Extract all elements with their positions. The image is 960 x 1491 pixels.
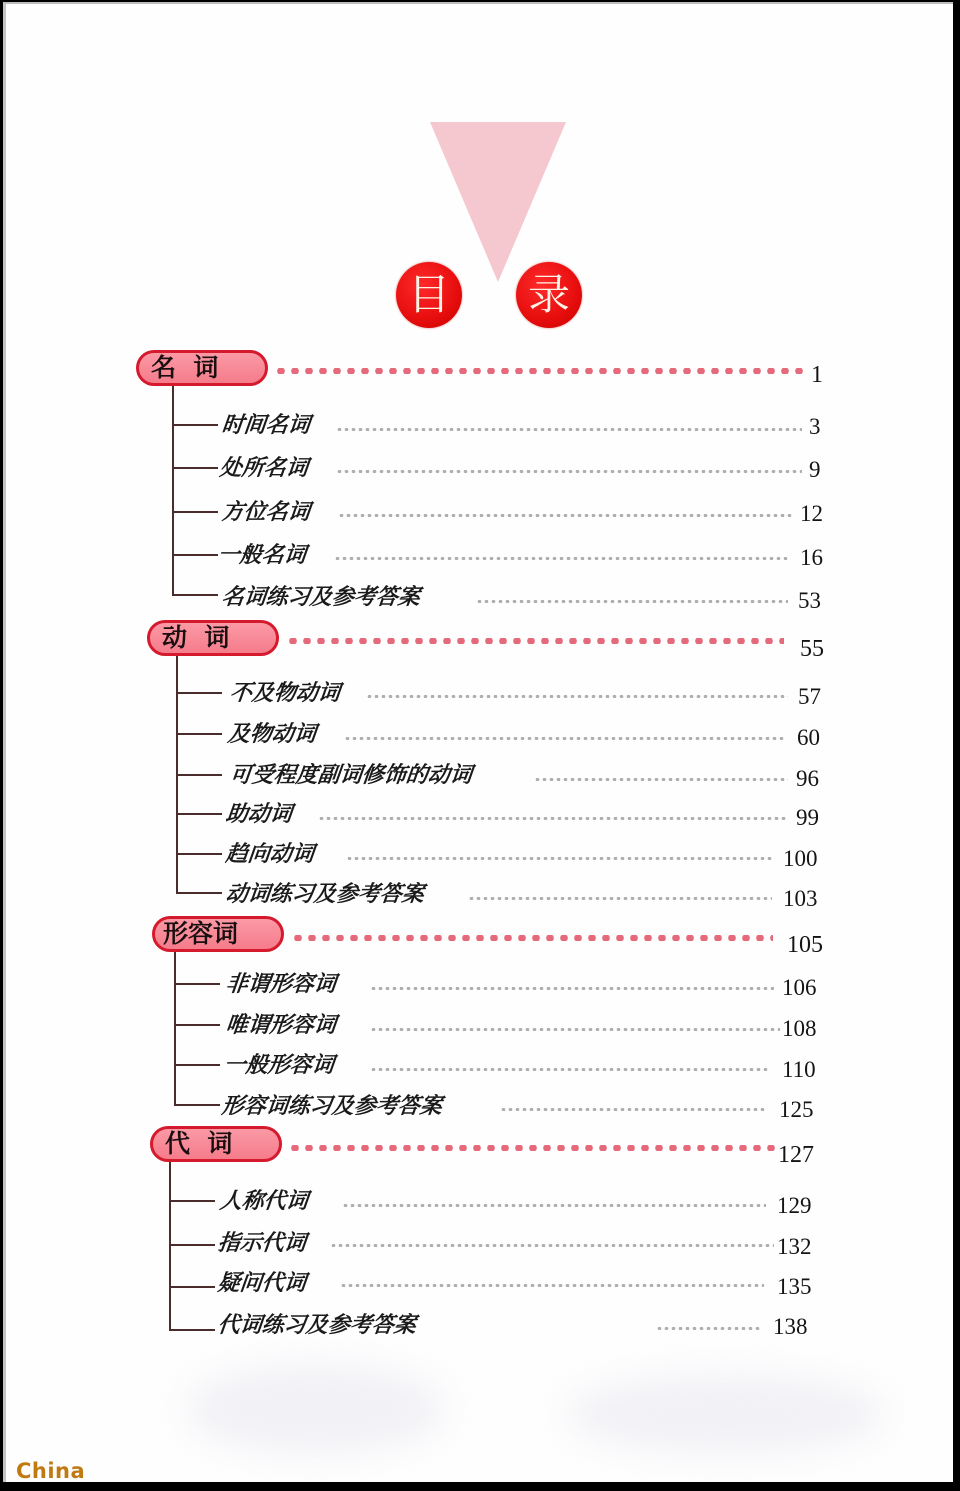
dot-leader bbox=[288, 1145, 776, 1151]
item-page-number: 16 bbox=[800, 545, 823, 570]
item-label[interactable]: 唯谓形容词 bbox=[224, 1013, 338, 1038]
dot-leader bbox=[330, 1244, 774, 1247]
item-page-number: 60 bbox=[797, 725, 820, 750]
dot-leader bbox=[370, 1068, 770, 1071]
item-label[interactable]: 时间名词 bbox=[220, 413, 312, 438]
dot-leader bbox=[291, 935, 773, 941]
tree-branch bbox=[176, 853, 222, 855]
toc-page bbox=[3, 2, 953, 1482]
item-page-number: 9 bbox=[809, 457, 821, 482]
item-label[interactable]: 可受程度副词修饰的动词 bbox=[228, 763, 474, 788]
section-badge[interactable]: 形容词 bbox=[152, 916, 284, 952]
item-label[interactable]: 人称代词 bbox=[218, 1189, 310, 1214]
section-badge[interactable]: 代 词 bbox=[150, 1126, 282, 1162]
scan-smudge bbox=[186, 1364, 446, 1454]
section-page-number: 105 bbox=[787, 932, 823, 958]
item-page-number: 132 bbox=[777, 1234, 812, 1259]
item-label[interactable]: 动词练习及参考答案 bbox=[224, 882, 426, 907]
section-page-number: 127 bbox=[778, 1142, 814, 1168]
item-label[interactable]: 方位名词 bbox=[220, 500, 312, 525]
dot-leader bbox=[342, 1204, 766, 1207]
item-label[interactable]: 不及物动词 bbox=[228, 681, 342, 706]
item-page-number: 100 bbox=[783, 846, 818, 871]
item-page-number: 138 bbox=[773, 1314, 808, 1339]
item-page-number: 135 bbox=[777, 1274, 812, 1299]
tree-branch bbox=[169, 1286, 215, 1288]
tree-branch bbox=[176, 892, 222, 894]
tree-line bbox=[169, 1162, 171, 1330]
title-char-lu: 录 bbox=[516, 262, 582, 328]
tree-branch bbox=[176, 692, 222, 694]
tree-branch bbox=[174, 983, 220, 985]
tree-branch bbox=[169, 1244, 215, 1246]
item-label[interactable]: 疑问代词 bbox=[216, 1271, 308, 1296]
dot-leader bbox=[336, 470, 802, 473]
dot-leader bbox=[274, 368, 804, 374]
tree-branch bbox=[172, 511, 218, 513]
tree-branch bbox=[174, 1104, 220, 1106]
dot-leader bbox=[476, 600, 788, 603]
tree-branch bbox=[172, 467, 218, 469]
dot-leader bbox=[500, 1108, 766, 1111]
triangle-decoration bbox=[430, 122, 566, 282]
section-page-number: 1 bbox=[811, 362, 823, 388]
item-page-number: 125 bbox=[779, 1097, 814, 1122]
item-page-number: 96 bbox=[796, 766, 819, 791]
item-label[interactable]: 指示代词 bbox=[216, 1231, 308, 1256]
item-page-number: 3 bbox=[809, 414, 821, 439]
watermark-text: China bbox=[16, 1459, 86, 1483]
dot-leader bbox=[340, 1284, 764, 1287]
item-page-number: 99 bbox=[796, 805, 819, 830]
item-label[interactable]: 趋向动词 bbox=[224, 842, 316, 867]
item-label[interactable]: 一般形容词 bbox=[222, 1053, 336, 1078]
dot-leader bbox=[334, 557, 790, 560]
dot-leader bbox=[286, 638, 784, 644]
section-badge[interactable]: 名 词 bbox=[136, 350, 268, 386]
item-page-number: 57 bbox=[798, 684, 821, 709]
item-label[interactable]: 助动词 bbox=[224, 802, 294, 827]
section-page-number: 55 bbox=[800, 636, 824, 662]
tree-line bbox=[174, 952, 176, 1104]
item-label[interactable]: 及物动词 bbox=[226, 722, 318, 747]
item-page-number: 53 bbox=[798, 588, 821, 613]
dot-leader bbox=[336, 428, 802, 431]
scan-smudge bbox=[566, 1374, 886, 1454]
item-label[interactable]: 非谓形容词 bbox=[224, 972, 338, 997]
dot-leader bbox=[656, 1327, 760, 1330]
item-label[interactable]: 一般名词 bbox=[216, 543, 308, 568]
dot-leader bbox=[534, 778, 788, 781]
title-char-mu: 目 bbox=[396, 262, 462, 328]
item-label[interactable]: 处所名词 bbox=[218, 456, 310, 481]
tree-branch bbox=[176, 733, 222, 735]
item-label[interactable]: 代词练习及参考答案 bbox=[216, 1313, 418, 1338]
tree-branch bbox=[176, 813, 222, 815]
item-page-number: 108 bbox=[782, 1016, 817, 1041]
tree-branch bbox=[172, 554, 218, 556]
dot-leader bbox=[366, 695, 788, 698]
item-page-number: 110 bbox=[782, 1057, 816, 1082]
section-badge[interactable]: 动 词 bbox=[147, 620, 279, 656]
item-label[interactable]: 形容词练习及参考答案 bbox=[220, 1094, 444, 1119]
tree-branch bbox=[169, 1329, 215, 1331]
item-page-number: 12 bbox=[800, 501, 823, 526]
item-page-number: 103 bbox=[783, 886, 818, 911]
dot-leader bbox=[318, 817, 786, 820]
dot-leader bbox=[338, 514, 792, 517]
item-page-number: 129 bbox=[777, 1193, 812, 1218]
tree-branch bbox=[172, 424, 218, 426]
tree-branch bbox=[172, 594, 218, 596]
tree-branch bbox=[174, 1064, 220, 1066]
item-page-number: 106 bbox=[782, 975, 817, 1000]
dot-leader bbox=[370, 987, 774, 990]
dot-leader bbox=[468, 897, 772, 900]
tree-branch bbox=[174, 1024, 220, 1026]
dot-leader bbox=[370, 1028, 780, 1031]
dot-leader bbox=[346, 857, 774, 860]
tree-branch bbox=[169, 1200, 215, 1202]
item-label[interactable]: 名词练习及参考答案 bbox=[220, 585, 422, 610]
dot-leader bbox=[344, 737, 784, 740]
tree-branch bbox=[176, 774, 222, 776]
tree-line bbox=[172, 386, 174, 594]
